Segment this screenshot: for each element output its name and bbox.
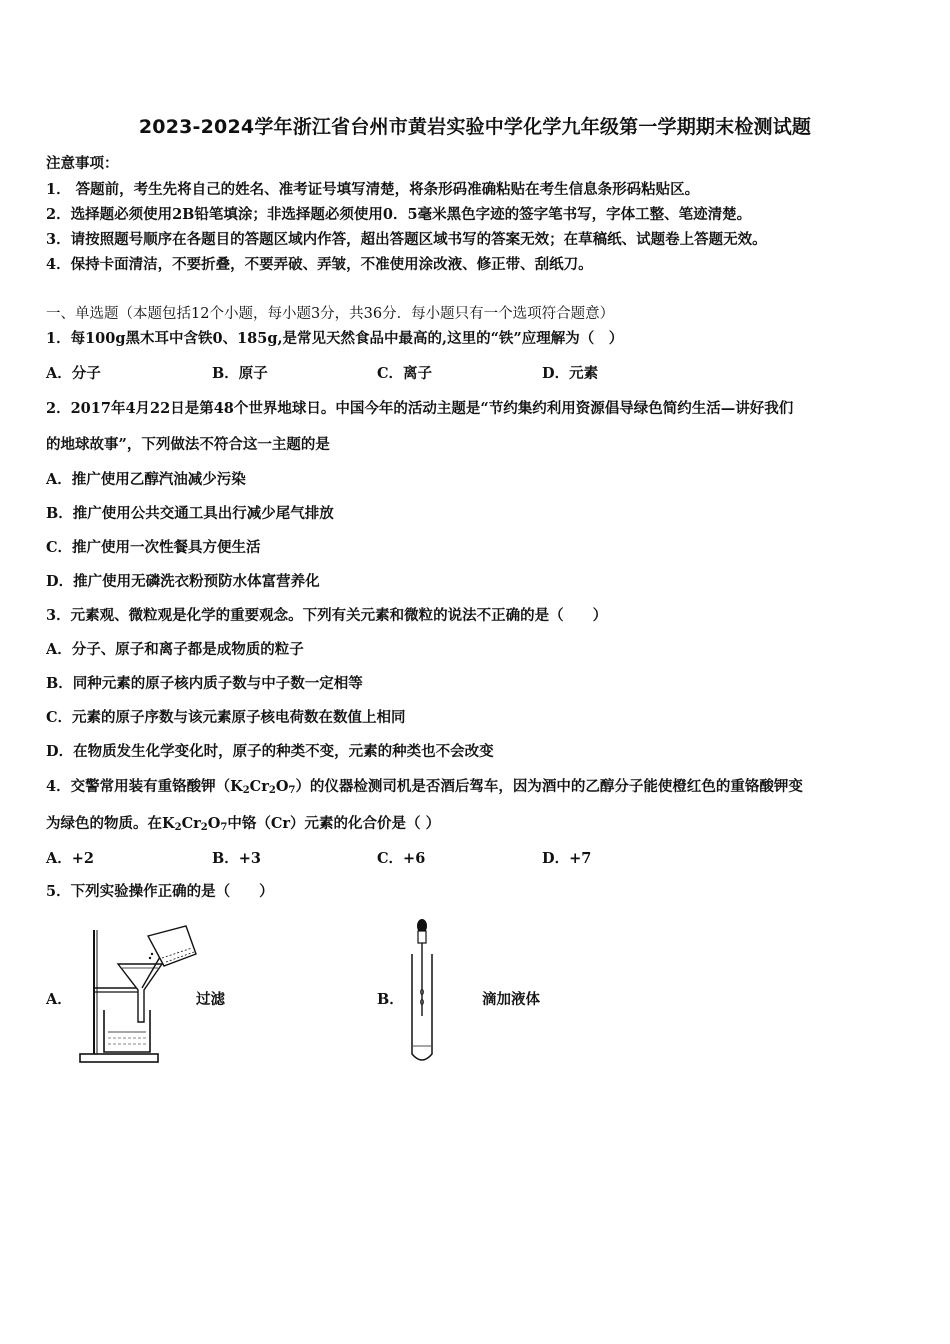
q3-option-d: D．在物质发生化学变化时，原子的种类不变，元素的种类也不会改变 (46, 743, 494, 760)
q5-option-a-label: 过滤 (196, 991, 225, 1008)
q2-option-a: A．推广使用乙醇汽油减少污染 (46, 471, 246, 488)
q5-option-b-letter: B． (377, 991, 404, 1008)
page-title: 2023-2024学年浙江省台州市黄岩实验中学化学九年级第一学期期末检测试题 (138, 116, 812, 138)
question-3-stem: 3．元素观、微粒观是化学的重要观念。下列有关元素和微粒的说法不正确的是（ ） (46, 607, 608, 624)
question-2-stem: 2．2017年4月22日是第48个世界地球日。中国今年的活动主题是“节约集约利用资源倡导绿色简约生活—讲好我们 (46, 400, 794, 417)
q3-option-b: B．同种元素的原子核内质子数与中子数一定相等 (46, 675, 363, 692)
q1-option-a: A．分子 (46, 365, 101, 382)
q2-option-d: D．推广使用无磷洗衣粉预防水体富营养化 (46, 573, 320, 590)
notice-item: 3．请按照题号顺序在各题目的答题区域内作答，超出答题区域书写的答案无效；在草稿纸、试题卷上答题无效。 (46, 231, 767, 248)
q1-option-b: B．原子 (212, 365, 268, 382)
q5-option-a-letter: A． (46, 991, 72, 1008)
notice-heading: 注意事项： (46, 155, 119, 172)
q2-option-c: C．推广使用一次性餐具方便生活 (46, 539, 261, 556)
dropper-test-tube-figure (402, 916, 442, 1066)
question-2-stem-cont: 的地球故事”，下列做法不符合这一主题的是 (46, 436, 330, 453)
q4-option-b: B．+3 (212, 850, 261, 867)
question-4-stem: 4．交警常用装有重铬酸钾$(K_2Cr_2O_7)$的仪器检测司机是否酒后驾车，因为酒中的乙醇分子能使橙红色的重铬酸钾变 (46, 778, 803, 796)
notice-item: 2．选择题必须使用2B铅笔填涂；非选择题必须使用0．5毫米黑色字迹的签字笔书写，字体工整、笔迹清楚。 (46, 206, 752, 223)
q4-option-a: A．+2 (46, 850, 94, 867)
q4-option-c: C．+6 (377, 850, 426, 867)
q3-option-a: A．分子、原子和离子都是成物质的粒子 (46, 641, 304, 658)
notice-item: 4．保持卡面清洁，不要折叠，不要弄破、弄皱，不准使用涂改液、修正带、刮纸刀。 (46, 256, 593, 273)
q2-option-b: B．推广使用公共交通工具出行减少尾气排放 (46, 505, 334, 522)
notice-item: 1． 答题前，考生先将自己的姓名、准考证号填写清楚，将条形码准确粘贴在考生信息条形码粘贴区。 (46, 181, 700, 198)
q3-option-c: C．元素的原子序数与该元素原子核电荷数在数值上相同 (46, 709, 406, 726)
q5-option-b-label: 滴加液体 (482, 991, 540, 1008)
q1-option-d: D．元素 (542, 365, 599, 382)
question-5-stem: 5．下列实验操作正确的是（ ） (46, 883, 274, 900)
filtration-apparatus-figure (78, 918, 202, 1068)
question-4-stem-cont: 为绿色的物质。在$K_2Cr_2O_7$中铬（Cr）元素的化合价是（ ） (46, 815, 441, 833)
section-heading: 一、单选题（本题包括12个小题，每小题3分，共36分．每小题只有一个选项符合题意） (46, 306, 615, 322)
question-1-stem: 1．每100g黑木耳中含铁0、185g,是常见天然食品中最高的,这里的“铁”应理解为（ ） (46, 330, 624, 347)
q1-option-c: C．离子 (377, 365, 433, 382)
q4-option-d: D．+7 (542, 850, 592, 867)
